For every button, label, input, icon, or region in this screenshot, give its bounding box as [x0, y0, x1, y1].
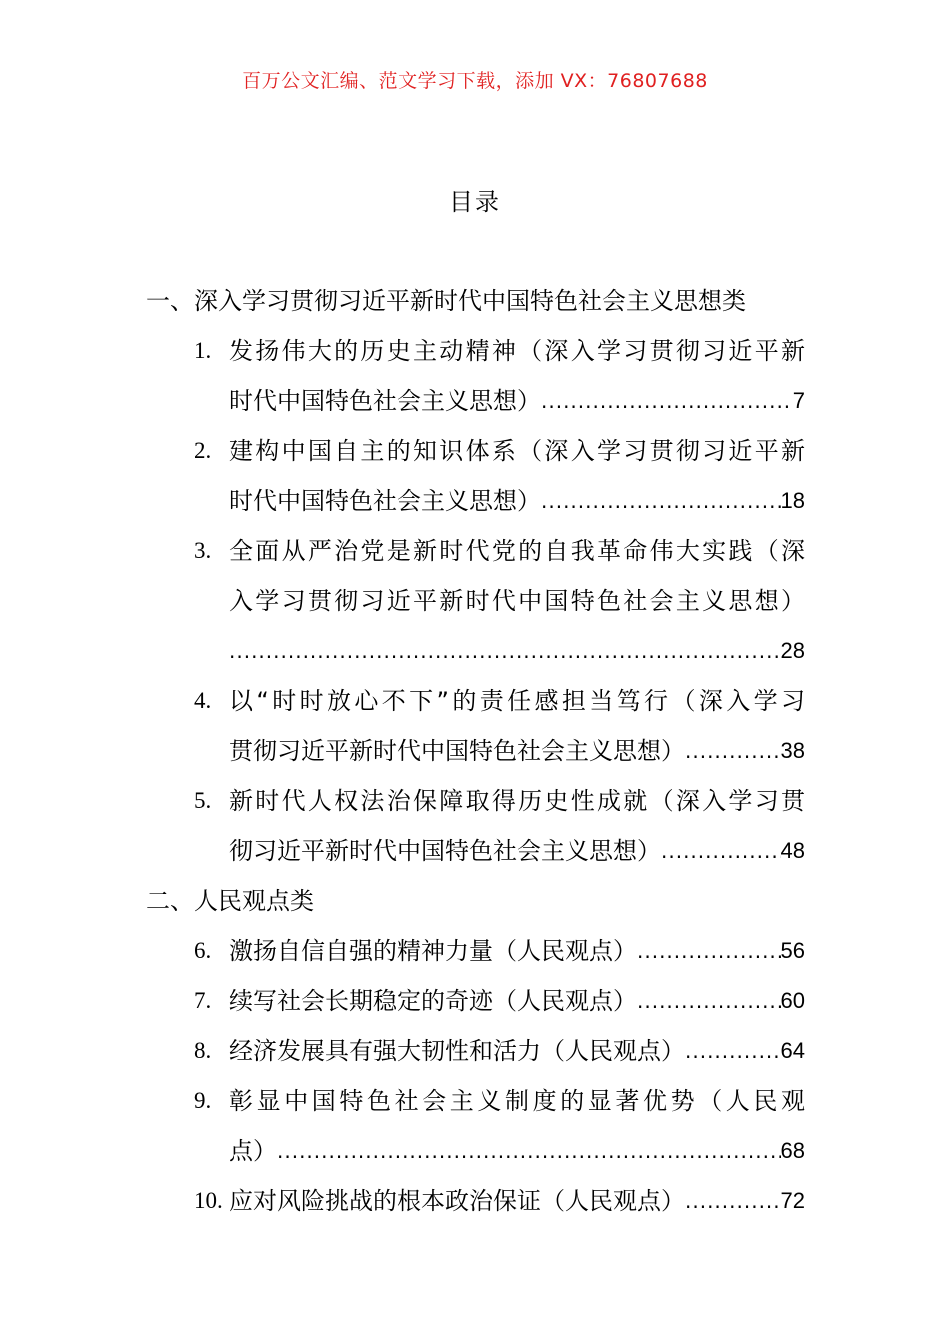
toc-item-text: 时代中国特色社会主义思想） — [229, 387, 541, 415]
toc-item-1[interactable] — [0, 326, 950, 376]
toc-page-number: 56 — [780, 938, 805, 963]
toc-page-number: 18 — [780, 488, 805, 513]
toc-item-5[interactable] — [0, 776, 950, 826]
dot-leader — [541, 376, 793, 426]
dot-leader — [685, 1176, 781, 1226]
toc-page-number: 28 — [780, 638, 805, 663]
toc-section-2: 二、人民观点类 — [146, 887, 314, 915]
toc-item-text: 时代中国特色社会主义思想） — [229, 487, 541, 515]
toc-item-number: 4. — [194, 688, 212, 713]
page-title: 目录 — [449, 188, 501, 216]
toc-item-5-cont[interactable] — [0, 826, 950, 876]
dot-leader — [637, 926, 781, 976]
dot-leader — [637, 976, 781, 1026]
toc-item-number: 10. — [194, 1188, 223, 1213]
toc-item-text: 建构中国自主的知识体系（深入学习贯彻习近平新 — [229, 437, 805, 465]
toc-item-text: 应对风险挑战的根本政治保证（人民观点） — [229, 1187, 685, 1215]
toc-item-6[interactable] — [0, 926, 950, 976]
dot-leader — [277, 1126, 781, 1176]
toc-item-2-cont[interactable] — [0, 476, 950, 526]
toc-item-8[interactable] — [0, 1026, 950, 1076]
header-notice: 百万公文汇编、范文学习下载，添加 VX：76807688 — [242, 70, 708, 92]
toc-item-3[interactable] — [0, 526, 950, 576]
dot-leader — [661, 826, 781, 876]
toc-item-number: 6. — [194, 938, 212, 963]
toc-page-number: 72 — [780, 1188, 805, 1213]
table-of-contents — [0, 276, 950, 1226]
toc-item-3-cont2[interactable] — [0, 626, 950, 676]
toc-item-2[interactable] — [0, 426, 950, 476]
toc-item-text: 贯彻习近平新时代中国特色社会主义思想） — [229, 737, 685, 765]
toc-item-text: 彰显中国特色社会主义制度的显著优势（人民观 — [229, 1087, 805, 1115]
toc-item-number: 9. — [194, 1088, 212, 1113]
toc-item-10[interactable] — [0, 1176, 950, 1226]
toc-item-text: 经济发展具有强大韧性和活力（人民观点） — [229, 1037, 685, 1065]
toc-item-number: 2. — [194, 438, 212, 463]
toc-item-text: 全面从严治党是新时代党的自我革命伟大实践（深 — [229, 537, 805, 565]
toc-item-9-cont[interactable] — [0, 1126, 950, 1176]
dot-leader — [685, 1026, 781, 1076]
toc-item-4[interactable] — [0, 676, 950, 726]
toc-page-number: 38 — [780, 738, 805, 763]
toc-page-number: 60 — [780, 988, 805, 1013]
toc-page-number: 7 — [792, 388, 805, 413]
toc-page-number: 68 — [780, 1138, 805, 1163]
toc-item-text: 激扬自信自强的精神力量（人民观点） — [229, 937, 637, 965]
toc-item-text: 彻习近平新时代中国特色社会主义思想） — [229, 837, 661, 865]
toc-item-number: 3. — [194, 538, 212, 563]
dot-leader — [685, 726, 781, 776]
toc-item-text: 新时代人权法治保障取得历史性成就（深入学习贯 — [229, 787, 805, 815]
dot-leader — [229, 626, 781, 676]
toc-item-text: 点） — [229, 1137, 277, 1165]
toc-item-number: 5. — [194, 788, 212, 813]
toc-item-3-cont[interactable] — [0, 576, 950, 626]
toc-item-text: 入学习贯彻习近平新时代中国特色社会主义思想） — [229, 587, 805, 615]
toc-page-number: 64 — [780, 1038, 805, 1063]
toc-item-text: 续写社会长期稳定的奇迹（人民观点） — [229, 987, 637, 1015]
toc-item-7[interactable] — [0, 976, 950, 1026]
toc-section-1: 一、深入学习贯彻习近平新时代中国特色社会主义思想类 — [146, 287, 746, 315]
dot-leader — [541, 476, 781, 526]
toc-item-number: 7. — [194, 988, 212, 1013]
toc-page-number: 48 — [780, 838, 805, 863]
toc-item-9[interactable] — [0, 1076, 950, 1126]
toc-item-number: 1. — [194, 338, 212, 363]
toc-item-text: 以“时时放心不下”的责任感担当笃行（深入学习 — [229, 687, 805, 715]
toc-item-4-cont[interactable] — [0, 726, 950, 776]
toc-item-1-cont[interactable] — [0, 376, 950, 426]
toc-item-text: 发扬伟大的历史主动精神（深入学习贯彻习近平新 — [229, 337, 805, 365]
toc-item-number: 8. — [194, 1038, 212, 1063]
